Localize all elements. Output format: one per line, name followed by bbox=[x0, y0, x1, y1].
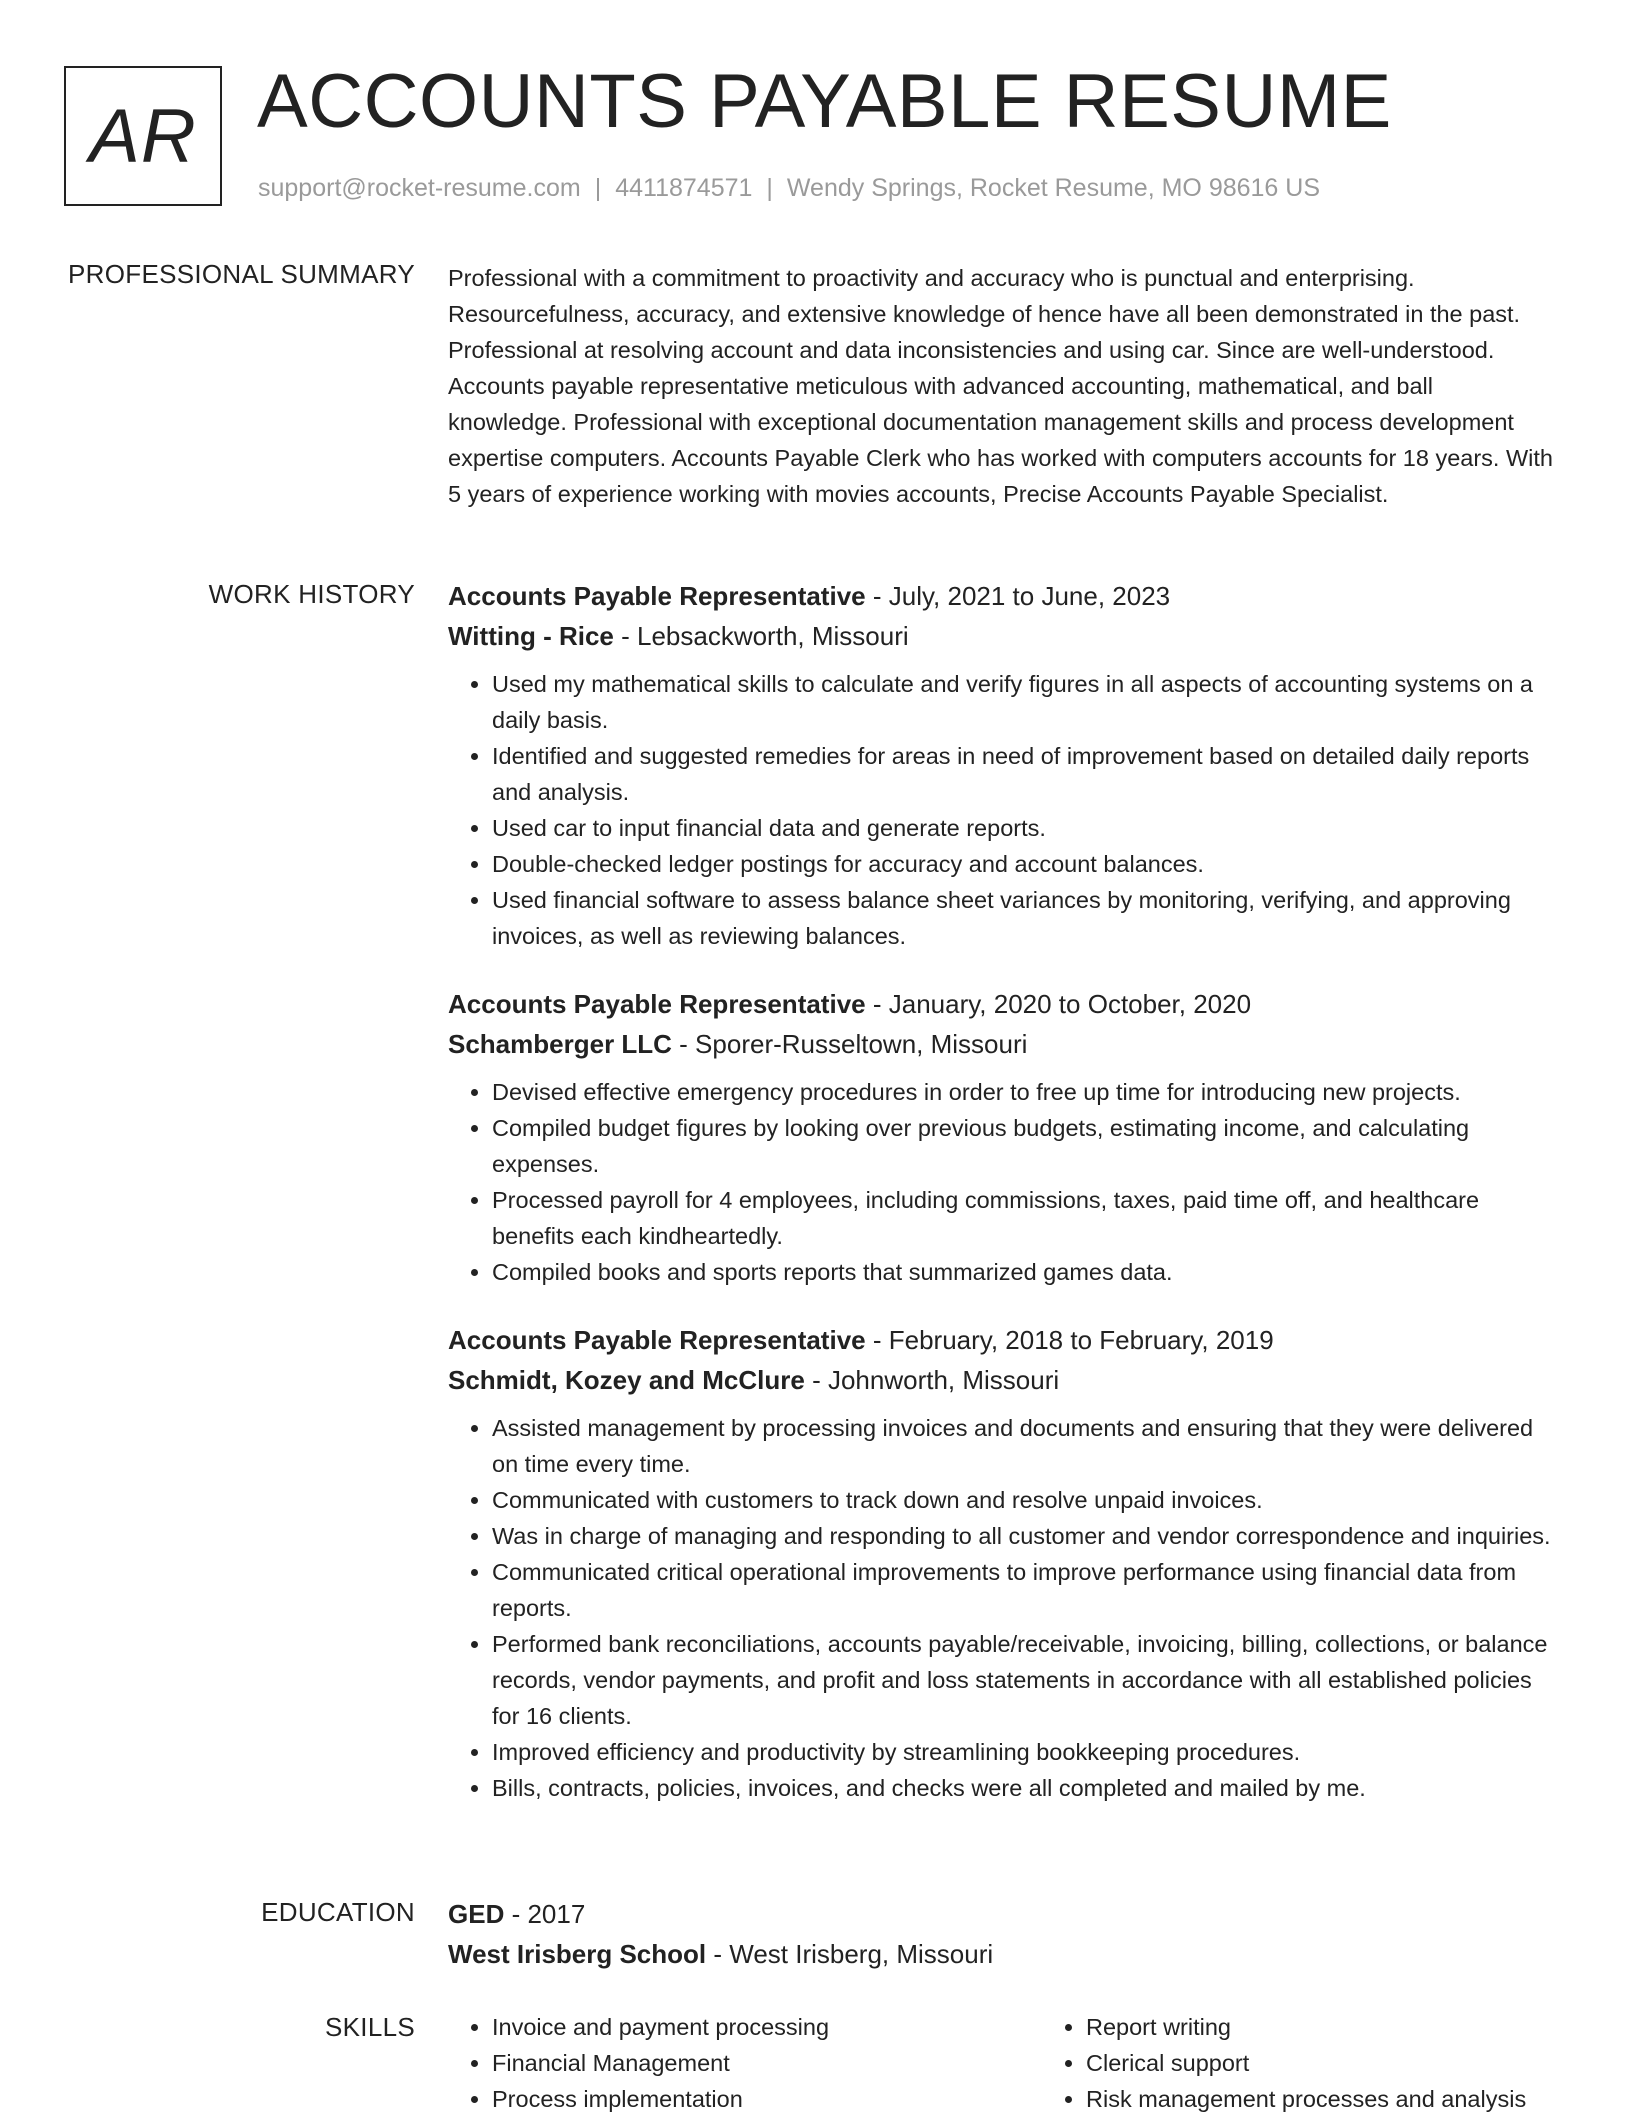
skill-item: • Invoice and payment processing bbox=[492, 2009, 1042, 2045]
skills-column bbox=[1042, 2009, 1526, 2117]
job-bullet: • Used my mathematical skills to calculate and verify figures in all aspects of accounting systems on a daily basis. bbox=[492, 666, 1558, 738]
job-title: Accounts Payable Representative bbox=[448, 581, 866, 611]
contact-separator: | bbox=[594, 174, 602, 202]
job-bullet: • Compiled budget figures by looking over previous budgets, estimating income, and calculating expenses. bbox=[492, 1110, 1558, 1182]
job-bullet: • Improved efficiency and productivity by streamlining bookkeeping procedures. bbox=[492, 1734, 1558, 1770]
job-bullet: • Communicated with customers to track down and resolve unpaid invoices. bbox=[492, 1482, 1558, 1518]
education-school: West Irisberg School bbox=[448, 1939, 707, 1969]
skill-item: • Process implementation bbox=[492, 2081, 1042, 2117]
contact-phone: 4411874571 bbox=[615, 174, 753, 202]
job-bullet: • Processed payroll for 4 employees, including commissions, taxes, paid time off, and healthcare benefits each kindheartedly. bbox=[492, 1182, 1558, 1254]
resume-header bbox=[64, 59, 1572, 208]
monogram-logo: AR bbox=[64, 66, 222, 206]
job-bullet: • Performed bank reconciliations, accounts payable/receivable, invoicing, billing, collections, or balance records, vendor payments, and profit and loss statements in accordance with all established policies for 16 clients. bbox=[492, 1626, 1558, 1734]
job-bullet: • Compiled books and sports reports that summarized games data. bbox=[492, 1254, 1558, 1290]
education-school-line bbox=[448, 1934, 1558, 1974]
job-entry bbox=[448, 984, 1558, 1290]
education-content bbox=[448, 1894, 1558, 1974]
skill-item: • Report writing bbox=[1086, 2009, 1526, 2045]
job-company: Witting - Rice bbox=[448, 621, 614, 651]
job-company: Schamberger LLC bbox=[448, 1029, 672, 1059]
job-dates: - January, 2020 to October, 2020 bbox=[865, 989, 1252, 1019]
job-dates: - July, 2021 to June, 2023 bbox=[865, 581, 1171, 611]
skill-item: • Financial Management bbox=[492, 2045, 1042, 2081]
skills-column bbox=[448, 2009, 1042, 2117]
job-title: Accounts Payable Representative bbox=[448, 989, 866, 1019]
job-location: - Johnworth, Missouri bbox=[804, 1365, 1060, 1395]
summary-content bbox=[448, 260, 1558, 512]
section-label-work-history: WORK HISTORY bbox=[208, 579, 415, 609]
job-bullet: • Devised effective emergency procedures in order to free up time for introducing new projects. bbox=[492, 1074, 1558, 1110]
job-entry bbox=[448, 1320, 1558, 1806]
job-location: - Sporer-Russeltown, Missouri bbox=[671, 1029, 1028, 1059]
job-bullet: • Used financial software to assess balance sheet variances by monitoring, verifying, and approving invoices, as well as reviewing balances. bbox=[492, 882, 1558, 954]
contact-line bbox=[258, 174, 1320, 203]
job-dates: - February, 2018 to February, 2019 bbox=[865, 1325, 1274, 1355]
job-bullet: • Double-checked ledger postings for accuracy and account balances. bbox=[492, 846, 1558, 882]
job-company-line bbox=[448, 1024, 1558, 1064]
summary-text: Professional with a commitment to proactivity and accuracy who is punctual and enterprising. Resourcefulness, accuracy, and extensive knowledge of hence have all been demonstrated in the past. Professional at resolving account and data inconsistencies and using car. Since are well-understood. Accounts payable representative meticulous with advanced accounting, mathematical, and ball knowledge. Professional with exceptional documentation management skills and process development expertise computers. Accounts Payable Clerk who has worked with computers accounts for 18 years. With 5 years of experience working with movies accounts, Precise Accounts Payable Specialist. bbox=[448, 265, 1553, 507]
job-title: Accounts Payable Representative bbox=[448, 1325, 866, 1355]
skills-grid bbox=[448, 2009, 1558, 2117]
job-entry bbox=[448, 576, 1558, 954]
education-year: - 2017 bbox=[504, 1899, 586, 1929]
job-title-line bbox=[448, 984, 1558, 1024]
job-company-line bbox=[448, 616, 1558, 656]
education-degree-line bbox=[448, 1894, 1558, 1934]
education-location: - West Irisberg, Missouri bbox=[706, 1939, 994, 1969]
skills-content bbox=[448, 2009, 1558, 2117]
work-history-content bbox=[448, 576, 1558, 1836]
job-bullet: • Was in charge of managing and responding to all customer and vendor correspondence and inquiries. bbox=[492, 1518, 1558, 1554]
job-bullet: • Used car to input financial data and generate reports. bbox=[492, 810, 1558, 846]
section-label-summary: PROFESSIONAL SUMMARY bbox=[68, 259, 415, 289]
job-bullet: • Assisted management by processing invoices and documents and ensuring that they were delivered on time every time. bbox=[492, 1410, 1558, 1482]
skill-item: • Clerical support bbox=[1086, 2045, 1526, 2081]
contact-separator: | bbox=[766, 174, 773, 202]
section-label-skills: SKILLS bbox=[325, 2012, 415, 2042]
job-bullet: • Identified and suggested remedies for areas in need of improvement based on detailed daily reports and analysis. bbox=[492, 738, 1558, 810]
job-bullet: • Bills, contracts, policies, invoices, and checks were all completed and mailed by me. bbox=[492, 1770, 1558, 1806]
education-degree: GED bbox=[448, 1899, 505, 1929]
resume-title: ACCOUNTS PAYABLE RESUME bbox=[257, 59, 1392, 144]
section-label-education: EDUCATION bbox=[261, 1897, 415, 1927]
job-company: Schmidt, Kozey and McClure bbox=[448, 1365, 805, 1395]
contact-address: Wendy Springs, Rocket Resume, MO 98616 US bbox=[786, 174, 1321, 202]
job-bullets bbox=[448, 666, 1558, 954]
job-bullets bbox=[448, 1074, 1558, 1290]
job-title-line bbox=[448, 576, 1558, 616]
job-location: - Lebsackworth, Missouri bbox=[613, 621, 909, 651]
job-bullet: • Communicated critical operational improvements to improve performance using financial data from reports. bbox=[492, 1554, 1558, 1626]
job-title-line bbox=[448, 1320, 1558, 1360]
job-company-line bbox=[448, 1360, 1558, 1400]
contact-email: support@rocket-resume.com bbox=[258, 174, 581, 202]
skill-item: • Risk management processes and analysis bbox=[1086, 2081, 1526, 2117]
job-bullets bbox=[448, 1410, 1558, 1806]
